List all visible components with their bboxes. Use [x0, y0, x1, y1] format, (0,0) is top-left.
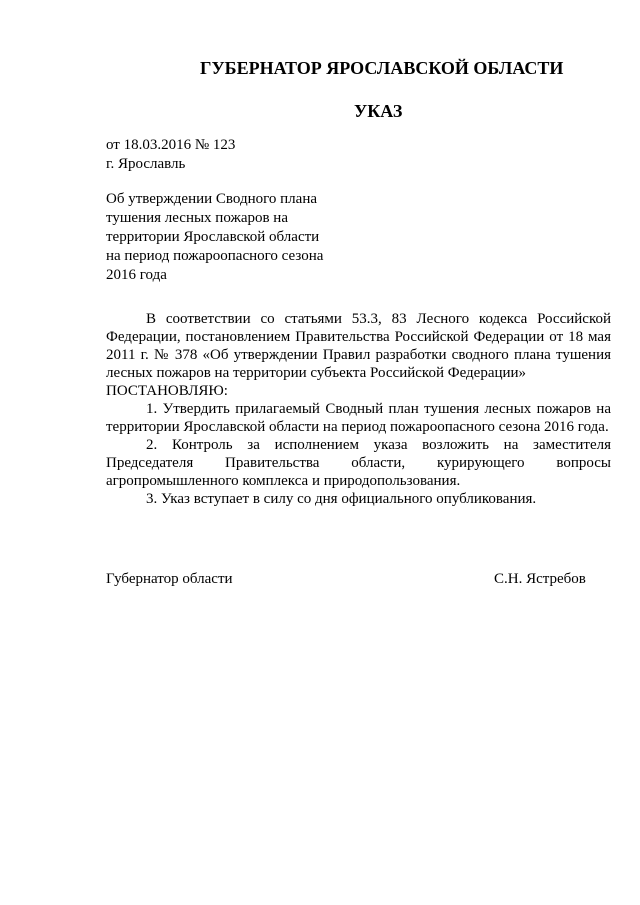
preamble-paragraph: В соответствии со статьями 53.3, 83 Лесного кодекса Российской Федерации, постановлением Правительства Российской Федерации от 18 мая 2011 г. № 378 «Об утверждении Правил разработки сводного плана тушения лесных пожаров на территории субъекта Российской Федерации»: [106, 311, 611, 381]
document-body: [106, 310, 611, 508]
subject-line: территории Ярославской области: [106, 229, 320, 245]
subject-line: на период пожароопасного сезона: [106, 248, 324, 264]
resolve-keyword: ПОСТАНОВЛЯЮ:: [106, 383, 228, 399]
decree-item-2: 2. Контроль за исполнением указа возложить на заместителя Председателя Правительства области, курирующего вопросы агропромышленного комплекса и природопользования.: [106, 437, 611, 489]
date-number: от 18.03.2016 № 123: [106, 137, 236, 153]
city: г. Ярославль: [106, 156, 186, 172]
signatory-name: С.Н. Ястребов: [494, 571, 586, 587]
signatory-position: Губернатор области: [106, 571, 233, 587]
subject-line: тушения лесных пожаров на: [106, 210, 288, 226]
document-subject: [106, 190, 366, 285]
document-authority-title: ГУБЕРНАТОР ЯРОСЛАВСКОЙ ОБЛАСТИ: [200, 58, 564, 78]
decree-item-1: 1. Утвердить прилагаемый Сводный план тушения лесных пожаров на территории Ярославской области на период пожароопасного сезона 2016 года.: [106, 401, 611, 435]
document-type-title: УКАЗ: [354, 101, 403, 121]
document-meta: [106, 136, 235, 174]
decree-item-3: 3. Указ вступает в силу со дня официального опубликования.: [146, 491, 537, 507]
subject-line: Об утверждении Сводного плана: [106, 191, 318, 207]
subject-line: 2016 года: [106, 267, 167, 283]
